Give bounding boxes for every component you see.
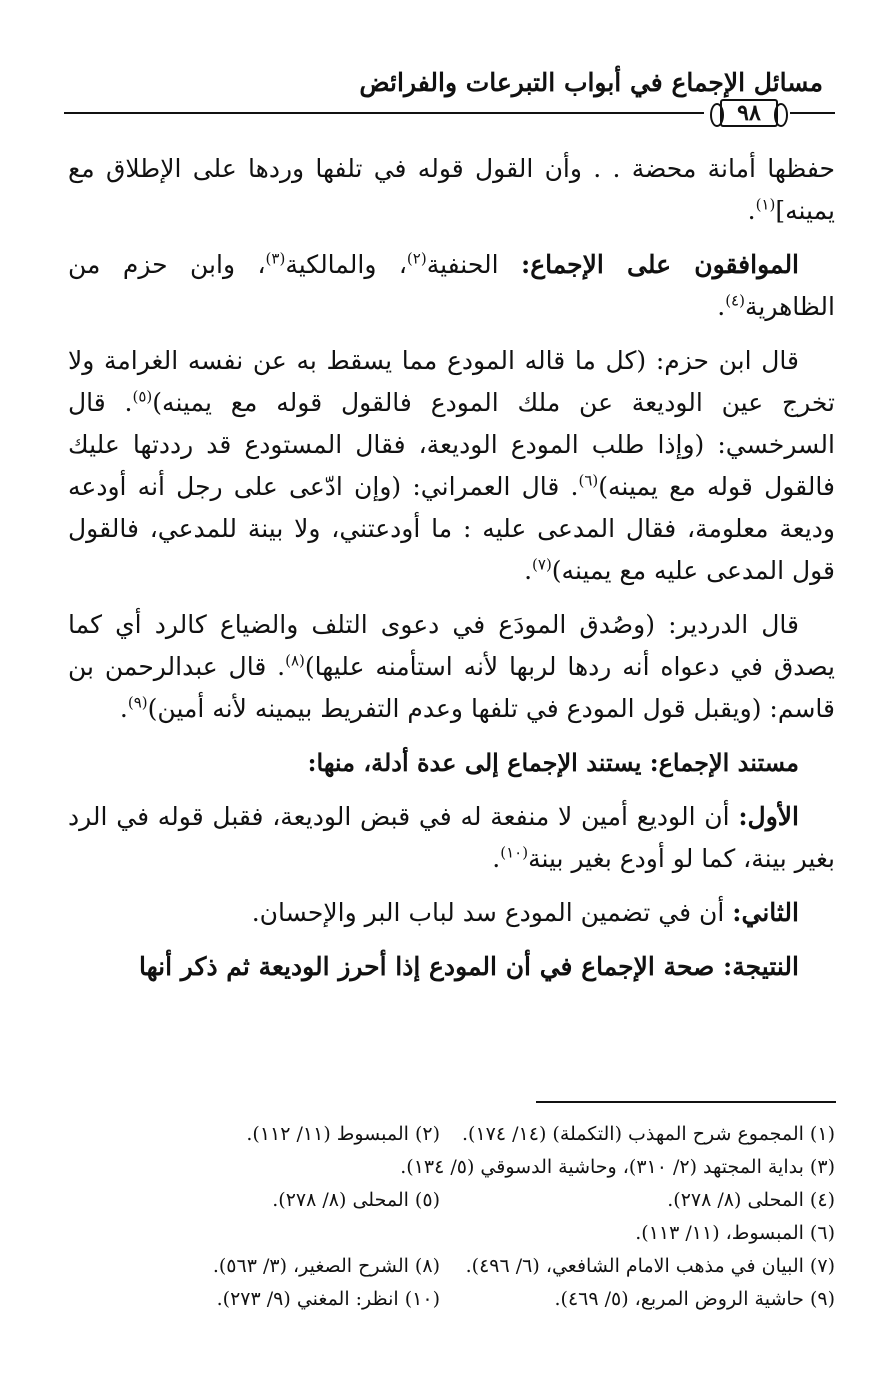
p7-t1: صحة الإجماع في أن المودع إذا أحرز الوديعة ثم ذكر أنها bbox=[139, 952, 724, 981]
footnote-item: (٨) الشرح الصغير، (٣/ ٥٦٣). bbox=[212, 1255, 440, 1277]
footnote-ref-4: (٤) bbox=[725, 291, 745, 310]
header-rule bbox=[64, 112, 704, 114]
p1-end: . bbox=[747, 196, 756, 225]
footnote-item: (٤) المحلى (٨/ ٢٧٨). bbox=[667, 1189, 835, 1211]
footnote-item: (٣) بداية المجتهد (٢/ ٣١٠)، وحاشية الدسوقي (٥/ ١٣٤). bbox=[400, 1156, 835, 1178]
running-header-title: مسائل الإجماع في أبواب التبرعات والفرائض bbox=[359, 68, 823, 97]
footnote-item: (٢) المبسوط (١١/ ١١٢). bbox=[246, 1123, 440, 1145]
footnote-ref-6: (٦) bbox=[578, 471, 599, 490]
footnote-item: (٥) المحلى (٨/ ٢٧٨). bbox=[272, 1189, 440, 1211]
paragraph-7 bbox=[68, 946, 835, 988]
main-text bbox=[68, 148, 835, 1000]
p2-t2: ، والمالكية bbox=[285, 250, 407, 279]
footnotes bbox=[68, 1118, 835, 1316]
p2-t3: ، وابن حزم من الظاهرية bbox=[68, 250, 835, 321]
footnote-row bbox=[68, 1184, 835, 1217]
footnote-row bbox=[68, 1217, 835, 1250]
footnote-item: (٦) المبسوط، (١١/ ١١٣). bbox=[635, 1222, 835, 1244]
ornament-right-icon bbox=[774, 103, 788, 127]
footnote-item: (٧) البيان في مذهب الامام الشافعي، (٦/ ٤٩٦). bbox=[465, 1255, 835, 1277]
p1-text: حفظها أمانة محضة . . وأن القول قوله في تلفها وردها على الإطلاق مع يمينه] bbox=[68, 154, 835, 225]
footnote-ref-1: (١) bbox=[755, 195, 776, 214]
footnote-ref-2: (٢) bbox=[406, 249, 427, 268]
section-heading: مستند الإجماع: يستند الإجماع إلى عدة أدلة، منها: bbox=[307, 748, 799, 777]
footnote-row bbox=[68, 1250, 835, 1283]
p4-t2: . قال عبدالرحمن بن قاسم: (ويقبل قول المودع في تلفها وعدم التفريط بيمينه لأنه أمين) bbox=[68, 652, 835, 723]
p2-lead: الموافقون على الإجماع: bbox=[520, 250, 800, 279]
footnote-ref-7: (٧) bbox=[532, 555, 552, 574]
p6-lead: الثاني: bbox=[732, 898, 799, 927]
page-number-badge bbox=[710, 95, 788, 131]
p2-end: . bbox=[717, 292, 726, 321]
footnote-ref-10: (١٠) bbox=[500, 843, 529, 862]
paragraph-4 bbox=[68, 604, 835, 730]
footnote-rule bbox=[536, 1101, 836, 1103]
footnote-item: (١) المجموع شرح المهذب (التكملة) (١٤/ ١٧٤). bbox=[462, 1123, 835, 1145]
p5-t1: أن الوديع أمين لا منفعة له في قبض الوديعة، فقبل قوله في الرد بغير بينة، كما لو أودع بغير بينة bbox=[68, 802, 835, 873]
footnote-row bbox=[68, 1118, 835, 1151]
header-rule-right bbox=[790, 112, 835, 114]
paragraph-1 bbox=[68, 148, 835, 232]
p4-t1: قال الدردير: (وصُدق المودَع في دعوى التلف والضياع كالرد أي كما يصدق في دعواه أنه ردها لربها لأنه استأمنه عليها) bbox=[68, 610, 836, 681]
p6-t1: أن في تضمين المودع سد لباب البر والإحسان. bbox=[251, 898, 733, 927]
footnote-ref-5: (٥) bbox=[132, 387, 153, 406]
paragraph-3 bbox=[68, 340, 835, 592]
p3-t2: . قال السرخسي: (وإذا طلب المودع الوديعة، فقال المستودع قد رددتها عليك فالقول قوله مع يمينه) bbox=[68, 388, 835, 501]
p7-lead: النتيجة: bbox=[723, 952, 799, 981]
p3-t1: قال ابن حزم: (كل ما قاله المودع مما يسقط به عن نفسه الغرامة ولا تخرج عين الوديعة عن ملك المودع فالقول قوله مع يمينه) bbox=[68, 346, 835, 417]
footnote-item: (٩) حاشية الروض المربع، (٥/ ٤٦٩). bbox=[554, 1288, 835, 1310]
paragraph-5 bbox=[68, 796, 835, 880]
p3-t3: . قال العمراني: (وإن ادّعى على رجل أنه أودعه وديعة معلومة، فقال المدعى عليه : ما أودعتني، ولا بينة للمدعي، فالقول قول المدعى عليه مع يمينه) bbox=[68, 472, 835, 585]
footnote-row bbox=[68, 1283, 835, 1316]
page-number: ٩٨ bbox=[737, 100, 761, 126]
footnote-item: (١٠) انظر: المغني (٩/ ٢٧٣). bbox=[216, 1288, 440, 1310]
p5-end: . bbox=[492, 844, 501, 873]
paragraph-2 bbox=[68, 244, 835, 328]
p5-lead: الأول: bbox=[738, 802, 799, 831]
footnote-row bbox=[68, 1151, 835, 1184]
p4-end: . bbox=[119, 694, 128, 723]
paragraph-6 bbox=[68, 892, 835, 934]
p3-end: . bbox=[524, 556, 533, 585]
footnote-ref-3: (٣) bbox=[265, 249, 286, 268]
footnote-ref-8: (٨) bbox=[285, 651, 305, 670]
p2-t1: الحنفية bbox=[426, 250, 521, 279]
footnote-ref-9: (٩) bbox=[127, 693, 148, 712]
